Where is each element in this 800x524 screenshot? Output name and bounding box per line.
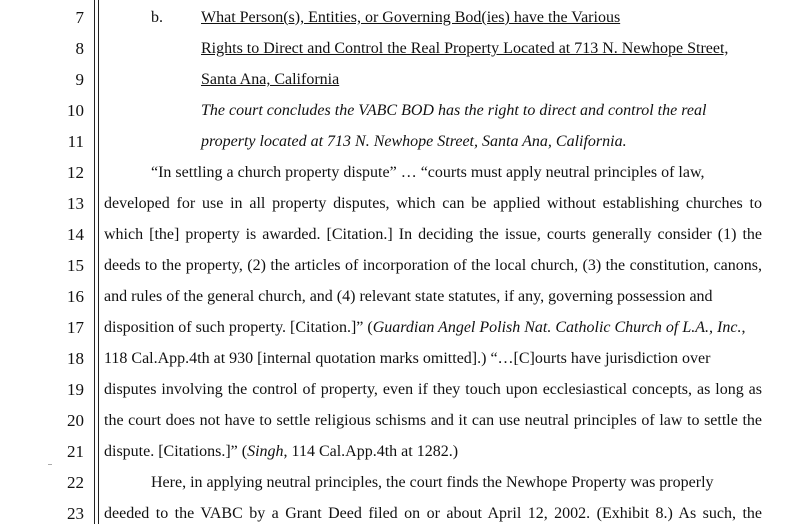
case-citation: Guardian Angel Polish Nat. Catholic Church of L.A., Inc. <box>372 319 742 336</box>
body-line: 118 Cal.App.4th at 930 [internal quotation marks omitted].) “…[C]ourts have jurisdiction over <box>104 350 711 367</box>
heading-line: Rights to Direct and Control the Real Property Located at 713 N. Newhope Street, <box>201 40 729 57</box>
heading-line: Santa Ana, California <box>201 71 340 88</box>
line-number: 11 <box>67 132 84 151</box>
body-text: , <box>741 319 746 336</box>
body-line: “In settling a church property dispute” … “courts must apply neutral principles of law, <box>151 164 705 181</box>
body-line: disputes involving the control of property, even if they touch upon ecclesiastical concepts, as long as <box>104 381 762 398</box>
conclusion-line: The court concludes the VABC BOD has the right to direct and control the real <box>201 102 707 119</box>
body-text: dispute. [Citations.]” ( <box>104 443 248 460</box>
line-number: 13 <box>67 194 84 213</box>
body-line: deeds to the property, (2) the articles of incorporation of the local church, (3) the constitution, canons, <box>104 257 762 274</box>
left-margin-rule-inner <box>98 0 99 524</box>
scan-artifact <box>48 464 52 465</box>
line-number: 12 <box>67 163 84 182</box>
body-text: , 114 Cal.App.4th at 1282.) <box>283 443 459 460</box>
line-number: 22 <box>67 473 84 492</box>
line-number: 21 <box>67 442 84 461</box>
case-citation: Singh <box>247 443 284 460</box>
left-margin-rule <box>94 0 95 524</box>
body-line: which [the] property is awarded. [Citation.] In deciding the issue, courts generally consider (1) the <box>104 226 762 243</box>
line-number: 7 <box>75 8 84 27</box>
conclusion-line: property located at 713 N. Newhope Street, Santa Ana, California. <box>201 133 627 150</box>
line-number: 20 <box>67 411 84 430</box>
line-number: 10 <box>67 101 84 120</box>
body-line <box>104 442 458 462</box>
body-line: developed for use in all property disputes, which can be applied without establishing churches to <box>104 195 762 212</box>
line-number: 17 <box>67 318 84 337</box>
body-line: Here, in applying neutral principles, the court finds the Newhope Property was properly <box>151 474 714 491</box>
line-number: 8 <box>75 39 84 58</box>
body-text: disposition of such property. [Citation.]” ( <box>104 319 373 336</box>
heading-marker: b. <box>151 9 163 26</box>
line-number: 19 <box>67 380 84 399</box>
line-number: 15 <box>67 256 84 275</box>
line-number: 18 <box>67 349 84 368</box>
body-line: and rules of the general church, and (4) relevant state statutes, if any, governing possession and <box>104 288 713 305</box>
body-line: the court does not have to settle religious schisms and it can use neutral principles of law to settle the <box>104 412 762 429</box>
heading-line: What Person(s), Entities, or Governing Bod(ies) have the Various <box>201 9 621 26</box>
line-number: 23 <box>67 504 84 523</box>
line-number: 9 <box>75 70 84 89</box>
line-number: 16 <box>67 287 84 306</box>
body-line <box>104 318 745 338</box>
body-line: deeded to the VABC by a Grant Deed filed on or about April 12, 2002. (Exhibit 8.) As such, the <box>104 505 762 522</box>
line-number: 14 <box>67 225 84 244</box>
